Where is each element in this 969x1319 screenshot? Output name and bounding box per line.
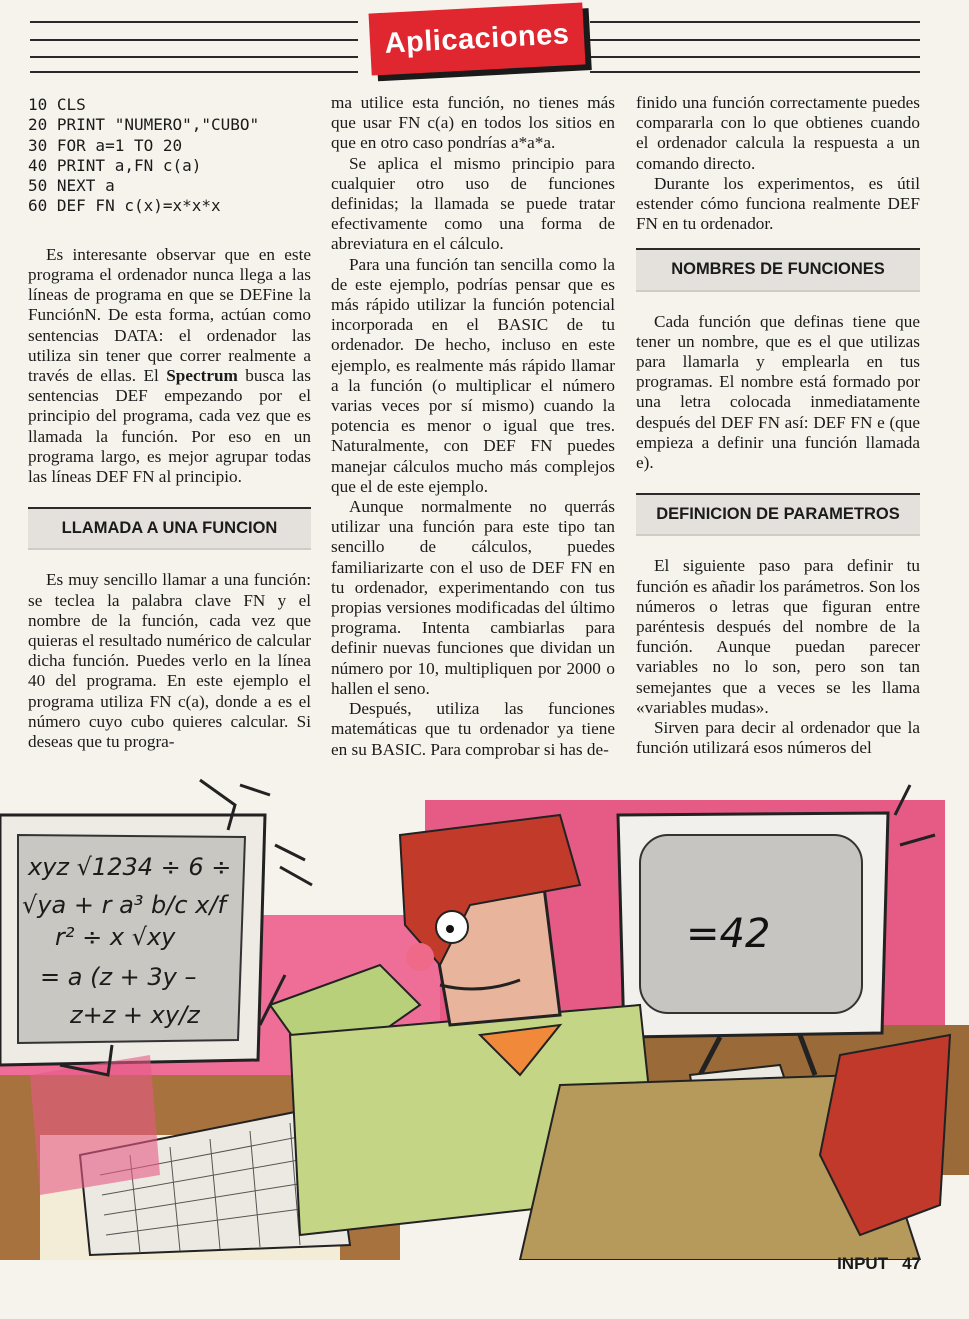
paragraph: Se aplica el mismo principio para cualquier otro uso de funciones definidas; la llamada se puede tratar efectivamente como una forma de abreviatura en el cálculo. [331,153,615,254]
illustration [0,775,969,1260]
paragraph: Para una función tan sencilla como la de este ejemplo, podrías pensar que es más rápido utilizar la función potencial incorporada en el BASIC de tu ordenador. De hecho, incluso en este ejemplo, es realmente más rápido llamar a la función (o multiplicar el número varias veces por sí mismo) cuando la potencia es menor o igual que tres. Naturalmente, con DEF FN puedes manejar cálculos mucho más complejos que el de este ejemplo. [331,254,615,496]
code-line: 20 PRINT "NUMERO","CUBO" [28,115,260,135]
column-2 [331,93,615,760]
section-heading: NOMBRES DE FUNCIONES [636,248,920,289]
page-number: 47 [902,1254,921,1273]
paragraph: El siguiente paso para definir tu función es añadir los parámetros. Son los números o letras que figuran entre paréntesis después del nombre de la función. Aunque puedan parecer variables no lo son, pero son tan semejantes que a veces se les llama «variables mudas». [636,556,920,717]
code-line: 60 DEF FN c(x)=x*x*x [28,196,221,216]
code-line: 40 PRINT a,FN c(a) [28,155,202,175]
section-tag-label: Aplicaciones [383,17,571,60]
paragraph: Es muy sencillo llamar a una función: se teclea la palabra clave FN y el nombre de la función, cada vez que quieras el resultado numérico de calcular dicha función. Puedes verlo en la línea 40 del programa. En este ejemplo el programa utiliza FN c(a), donde a es el número cuyo cubo quieres calcular. Si deseas que tu progra- [28,570,311,752]
formula-line: r² ÷ x √xy [55,923,176,951]
header-rules-left [30,0,358,80]
code-listing [28,95,311,217]
section-tag [369,2,586,75]
code-line: 50 NEXT a [28,176,115,196]
paragraph: ma utilice esta función, no tienes más que usar FN c(a) en todos los sitios en que en otro caso pondrías a*a*a. [331,93,615,153]
bold-term: Spectrum [166,366,238,385]
paragraph: finido una función correctamente puedes compararla con lo que obtienes cuando el ordenador calcula la respuesta a un comando directo. [636,93,920,173]
paragraph: Después, utiliza las funciones matemáticas que tu ordenador ya tiene en su BASIC. Para comprobar si has de- [331,699,615,759]
paragraph: Sirven para decir al ordenador que la función utilizará esos números del [636,718,920,758]
pink-accent [30,1055,160,1195]
formula-line: xyz √1234 ÷ 6 ÷ [28,853,232,881]
paragraph: Durante los experimentos, es útil estender cómo funciona realmente DEF FN en tu ordenador. [636,173,920,234]
column-1 [28,95,311,752]
column-3 [636,93,920,758]
code-line: 10 CLS [28,95,86,114]
result-display: =42 [686,911,771,957]
code-line: 30 FOR a=1 TO 20 [28,135,183,155]
section-heading: DEFINICION DE PARAMETROS [636,493,920,534]
paragraph: Aunque normalmente no querrás utilizar una función para este tipo tan sencillo de cálculos, puedes familiarizarte con el uso de DEF FN en tu ordenador, experimentando con tus propias versiones modificadas del último programa. Intenta cambiarlas para definir nuevas funciones que dividan un número por 10, multipliquen por 2000 o hallen el seno. [331,497,615,698]
formula-line: √ya + r a³ b/c x/f [22,891,226,919]
left-monitor [0,815,265,1065]
formula-line: z+z + xy/z [70,1001,200,1029]
section-heading: LLAMADA A UNA FUNCION [28,507,311,548]
page-footer [837,1254,921,1274]
magazine-name: INPUT [837,1254,889,1273]
paragraph: Cada función que definas tiene que tener un nombre, que es el que utilizas para llamarla y emplearla en tus programas. El nombre está formado por una letra colocada inmediatamente después del DEF FN así: DEF FN e (que empieza a definir una función llamada e). [636,311,920,473]
paragraph: Es interesante observar que en este programa el ordenador nunca llega a las líneas de programa en que se DEFine la FunciónN. De esta forma, actúan como sentencias DATA: el ordenador las utiliza sin tener que correr realmente a través de ellas. El Spectrum busca las sentencias DEF empezando por el principio del programa, cada vez que es llamada la función. Por eso en un programa largo, es mejor agrupar todas las líneas DEF FN al principio. [28,244,311,487]
header-rules-right [590,0,920,80]
formula-line: = a (z + 3y – [40,963,197,991]
